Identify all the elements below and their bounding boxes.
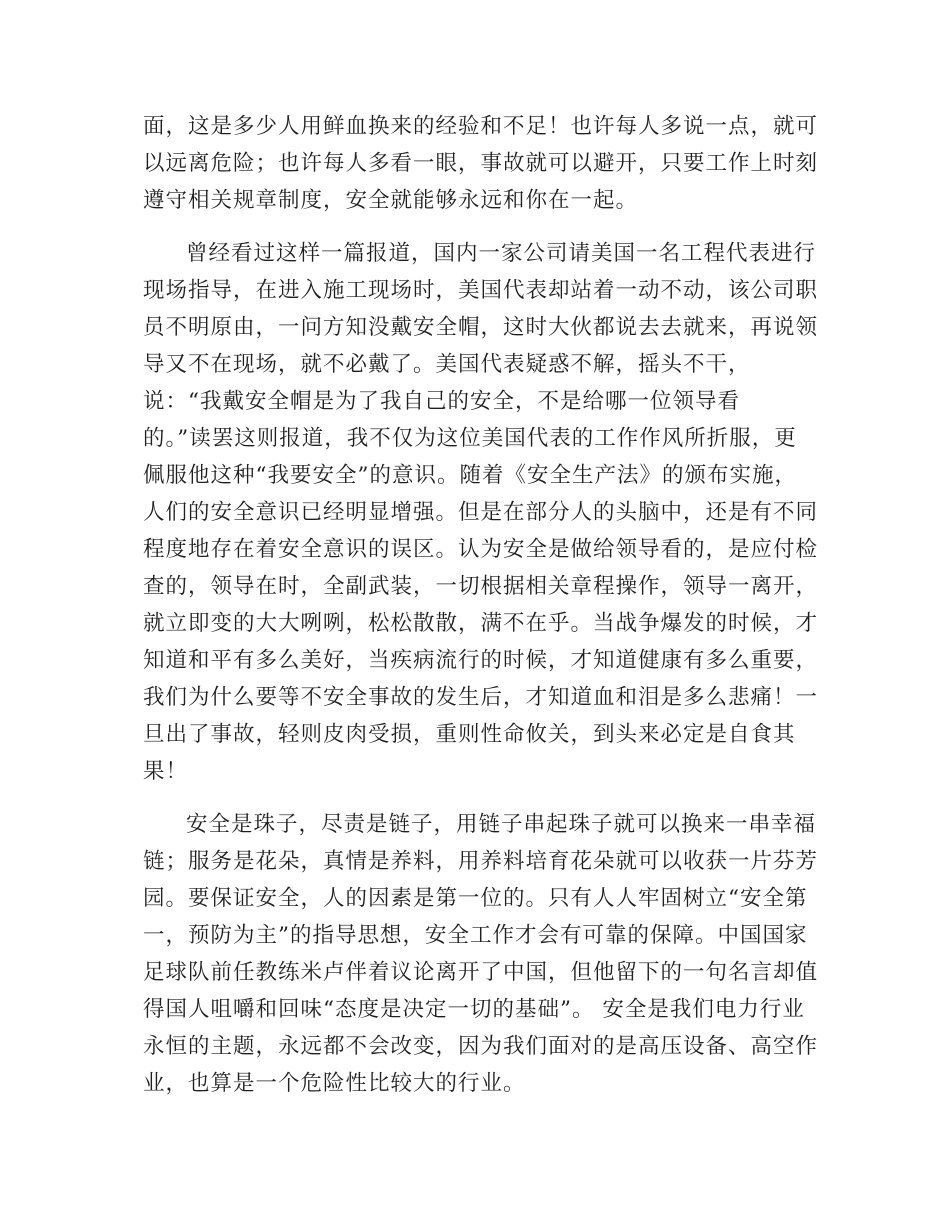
text-line: 员不明原由，一问方知没戴安全帽，这时大伙都说去去就来，再说领 <box>143 315 819 340</box>
text-line: 佩服他这种“我要安全”的意识。随着《安全生产法》的颁布实施， <box>143 463 797 488</box>
text-line: 程度地存在着安全意识的误区。认为安全是做给领导看的，是应付检 <box>143 537 819 562</box>
text-line: 我们为什么要等不安全事故的发生后，才知道血和泪是多么悲痛！一 <box>143 685 819 710</box>
text-line: 得国人咀嚼和回味“态度是决定一切的基础”。 安全是我们电力行业 <box>143 997 805 1022</box>
text-line: 永恒的主题，永远都不会改变，因为我们面对的是高压设备、高空作 <box>143 1034 819 1059</box>
text-line: 的。”读罢这则报道，我不仅为这位美国代表的工作作风所折服，更 <box>143 426 797 451</box>
text-line: 园。要保证安全，人的因素是第一位的。只有人人牢固树立“安全第 <box>143 886 808 911</box>
text-line: 以远离危险；也许每人多看一眼，事故就可以避开，只要工作上时刻 <box>143 151 819 176</box>
text-line: 足球队前任教练米卢伴着议论离开了中国，但他留下的一句名言却值 <box>143 960 819 985</box>
text-line: 面，这是多少人用鲜血换来的经验和不足！也许每人多说一点，就可 <box>143 114 819 139</box>
text-line: 一，预防为主”的指导思想，安全工作才会有可靠的保障。中国国家 <box>143 923 808 948</box>
text-line: 人们的安全意识已经明显增强。但是在部分人的头脑中，还是有不同 <box>143 500 819 525</box>
text-line: 查的，领导在时，全副武装，一切根据相关章程操作，领导一离开， <box>143 574 819 599</box>
text-line: 现场指导，在进入施工现场时，美国代表却站着一动不动，该公司职 <box>143 278 819 303</box>
text-line: 曾经看过这样一篇报道，国内一家公司请美国一名工程代表进行 <box>186 241 817 266</box>
text-line: 遵守相关规章制度，安全就能够永远和你在一起。 <box>143 188 639 213</box>
text-line: 旦出了事故，轻则皮肉受损，重则性命攸关，到头来必定是自食其 <box>143 722 796 747</box>
text-line: 就立即变的大大咧咧，松松散散，满不在乎。当战争爆发的时候，才 <box>143 611 819 636</box>
text-line: 说：“我戴安全帽是为了我自己的安全，不是给哪一位领导看 <box>143 389 740 414</box>
text-line: 知道和平有多么美好，当疾病流行的时候，才知道健康有多么重要， <box>143 648 819 673</box>
text-line: 链；服务是花朵，真情是养料，用养料培育花朵就可以收获一片芬芳 <box>143 849 819 874</box>
text-line: 安全是珠子，尽责是链子，用链子串起珠子就可以换来一串幸福 <box>186 812 817 837</box>
text-line: 导又不在现场，就不必戴了。美国代表疑惑不解，摇头不干， <box>143 352 751 377</box>
text-line: 果！ <box>143 759 189 784</box>
text-line: 业，也算是一个危险性比较大的行业。 <box>143 1071 526 1096</box>
